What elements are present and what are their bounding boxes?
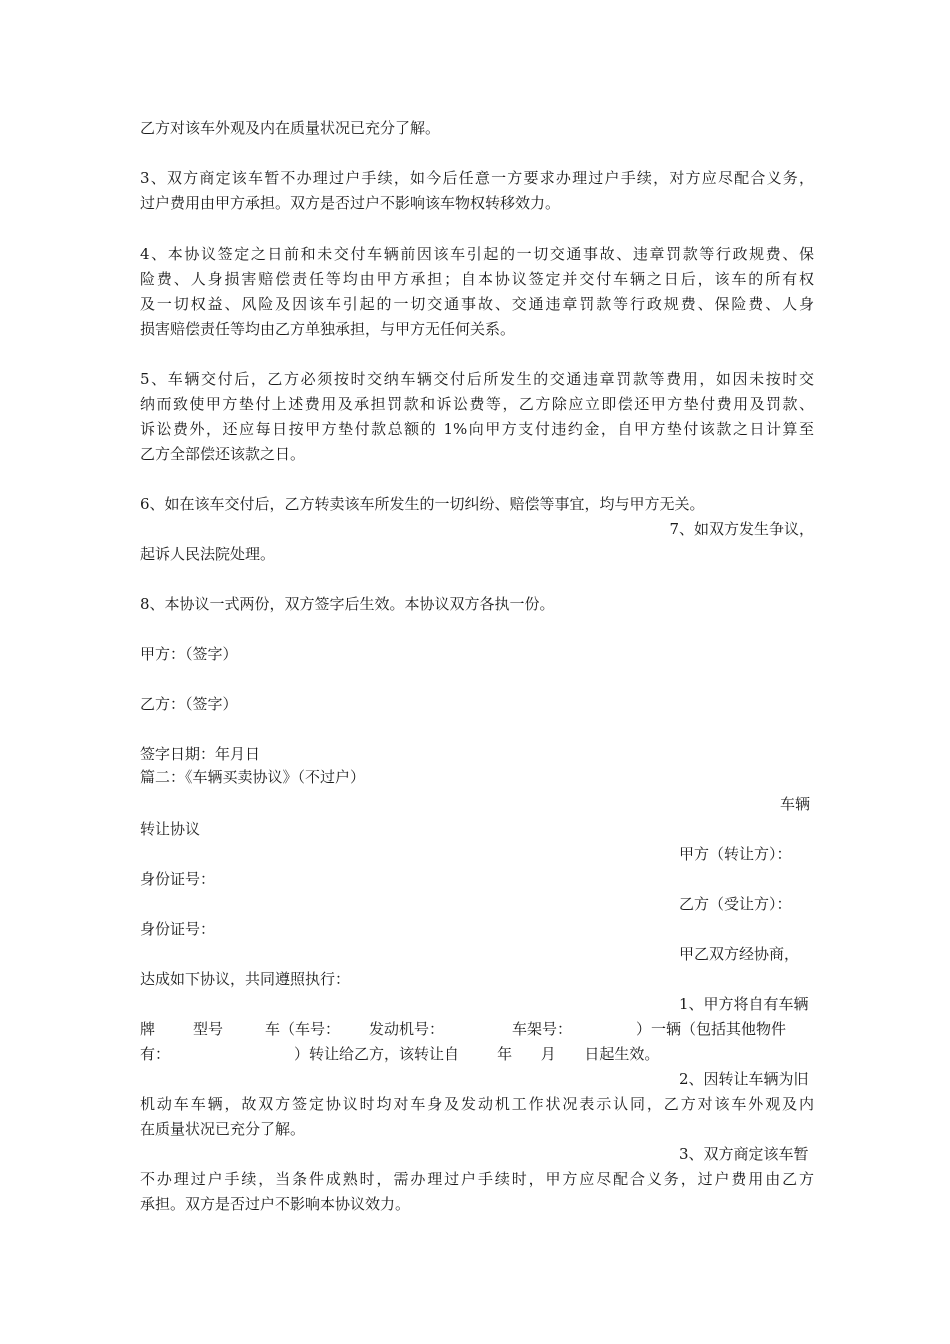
clause-6: 6、如在该车交付后，乙方转卖该车所发生的一切纠纷、赔偿等事宜，均与甲方无关。 (140, 495, 705, 513)
item-3-line-1: 3、双方商定该车暂 (679, 1145, 809, 1163)
party-b-id-label: 身份证号： (140, 920, 216, 938)
clause-5-line-1: 5、车辆交付后，乙方必须按时交纳车辆交付后所发生的交通违章罚款等费用，如因未按时交 (140, 370, 814, 388)
item-1-seg: ）一辆（包括其他物件 (636, 1020, 787, 1038)
clause-5-line-2: 纳而致使甲方垫付上述费用及承担罚款和诉讼费等，乙方除应立即偿还甲方垫付费用及罚款、 (140, 395, 814, 413)
item-2-line-2: 机动车车辆，故双方签定协议时均对车身及发动机工作状况表示认同，乙方对该车外观及内 (140, 1095, 814, 1113)
clause-5-line-4: 乙方全部偿还该款之日。 (140, 445, 306, 463)
clause-4-line-3: 及一切权益、风险及因该车引起的一切交通事故、交通违章罚款等行政规费、保险费、人身 (140, 295, 814, 313)
item-1-seg: 牌 (140, 1020, 156, 1038)
clause-8: 8、本协议一式两份，双方签字后生效。本协议双方各执一份。 (140, 595, 555, 613)
party-b-label: 乙方（受让方）： (679, 895, 792, 913)
clause-3-line-2: 过户费用由甲方承担。双方是否过户不影响该车物权转移效力。 (140, 194, 561, 212)
item-2-line-3: 在质量状况已充分了解。 (140, 1120, 306, 1138)
clause-4-line-1: 4、本协议签定之日前和未交付车辆前因该车引起的一切交通事故、违章罚款等行政规费、保 (140, 245, 814, 263)
signature-party-a: 甲方：（签字） (140, 645, 238, 663)
signature-date: 签字日期：年月日 (140, 745, 261, 763)
preamble-line-1: 甲乙双方经协商， (679, 945, 800, 963)
clause-3-line-1: 3、双方商定该车暂不办理过户手续，如今后任意一方要求办理过户手续，对方应尽配合义务， (140, 169, 814, 187)
clause-7-line-2: 起诉人民法院处理。 (140, 545, 276, 563)
clause-5-line-3: 诉讼费外，还应每日按甲方垫付款总额的 1%向甲方支付违约金，自甲方垫付该款之日计算至 (140, 420, 814, 438)
item-2-line-1: 2、因转让车辆为旧 (679, 1070, 809, 1088)
clause-7-line-1: 7、如双方发生争议， (669, 520, 814, 538)
clause-4-line-2: 险费、人身损害赔偿责任等均由甲方承担；自本协议签定并交付车辆之日后，该车的所有权 (140, 270, 814, 288)
party-a-label: 甲方（转让方）： (679, 845, 792, 863)
item-1-seg: 车架号： (512, 1020, 573, 1038)
item-1-line-3: 有： ）转让给乙方，该转让自 年 月 日起生效。 (140, 1045, 660, 1063)
doc-title-line-1: 车辆 (780, 795, 811, 813)
item-3-line-2: 不办理过户手续，当条件成熟时，需办理过户手续时，甲方应尽配合义务，过户费用由乙方 (140, 1170, 814, 1188)
party-a-id-label: 身份证号： (140, 870, 216, 888)
item-1-seg: 发动机号： (369, 1020, 445, 1038)
signature-party-b: 乙方：（签字） (140, 695, 238, 713)
doc-title-line-2: 转让协议 (140, 820, 201, 838)
part-2-title: 篇二：《车辆买卖协议》（不过户） (140, 768, 366, 786)
item-1-line-1: 1、甲方将自有车辆 (679, 995, 809, 1013)
item-1-seg: 型号 (193, 1020, 224, 1038)
item-3-line-3: 承担。双方是否过户不影响本协议效力。 (140, 1195, 411, 1213)
preamble-line-2: 达成如下协议，共同遵照执行： (140, 970, 351, 988)
clause-4-line-4: 损害赔偿责任等均由乙方单独承担，与甲方无任何关系。 (140, 320, 516, 338)
item-1-seg: 车（车号： (265, 1020, 341, 1038)
text-line: 乙方对该车外观及内在质量状况已充分了解。 (140, 119, 441, 137)
